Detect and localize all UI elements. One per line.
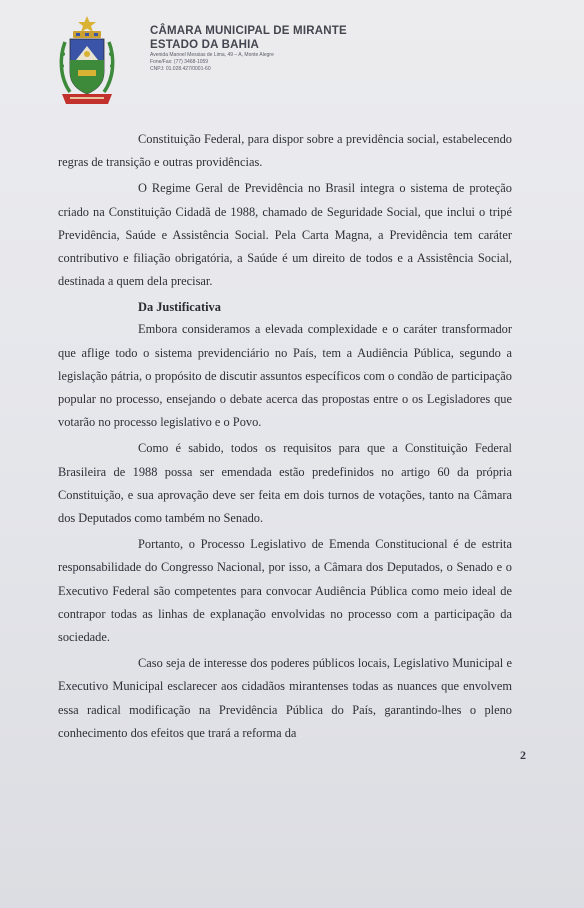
paragraph-5: Portanto, o Processo Legislativo de Emenda Constitucional é de estrita responsabilidade do Congresso Nacional, por isso, a Câmara dos Deputados, o Senado e o Executivo Federal são competentes para convocar Audiência Pública como meio ideal de contrapor todas as linhas de explanação envolvidas no processo com a participação da sociedade. [58, 537, 512, 645]
section-heading: Da Justificativa [138, 300, 221, 315]
letterhead-cnpj: CNPJ: 01.028.427/0001-60 [150, 66, 211, 72]
letterhead-address: Avenida Manoel Messias de Lima, 49 – A, Monte Alegre [150, 52, 274, 58]
municipal-coat-of-arms-icon [56, 14, 118, 106]
page-number: 2 [520, 748, 526, 762]
letterhead-title: CÂMARA MUNICIPAL DE MIRANTE [150, 25, 347, 37]
paragraph-1: Constituição Federal, para dispor sobre a previdência social, estabelecendo regras de transição e outras providências. [58, 132, 512, 170]
letterhead [150, 24, 347, 73]
letterhead-phone: Fone/Fax: (77) 3468-1059 [150, 59, 209, 65]
letterhead-state: ESTADO DA BAHIA [150, 39, 260, 51]
document-body [58, 128, 512, 748]
paragraph-3: Embora consideramos a elevada complexidade e o caráter transformador que aflige todo o sistema previdenciário no País, tem a Audiência Pública, segundo a legislação pátria, o propósito de discutir assuntos específicos com o condão de participação popular no processo, ensejando o debate acerca das propostas entre o os Legisladores que votarão no processo legislativo e o Povo. [58, 322, 512, 430]
paragraph-2: O Regime Geral de Previdência no Brasil integra o sistema de proteção criado na Constituição Cidadã de 1988, chamado de Seguridade Social, que inclui o tripé Previdência, Saúde e Assistência Social. Pela Carta Magna, a Previdência tem caráter contributivo e filiação obrigatória, a Saúde é um direito de todos e a Assistência Social, destinada a quem dela precisar. [58, 181, 512, 289]
paragraph-6: Caso seja de interesse dos poderes públicos locais, Legislativo Municipal e Executivo Municipal esclarecer aos cidadãos mirantenses todas as nuances que envolvem essa radical modificação na Previdência Pública do País, garantindo-lhes o pleno conhecimento dos efeitos que trará a reforma da [58, 656, 512, 740]
paragraph-4: Como é sabido, todos os requisitos para que a Constituição Federal Brasileira de 1988 possa ser emendada estão predefinidos no artigo 60 da própria Constituição, e sua aprovação deve ser feita em dois turnos de votações, tanto na Câmara dos Deputados como também no Senado. [58, 441, 512, 526]
